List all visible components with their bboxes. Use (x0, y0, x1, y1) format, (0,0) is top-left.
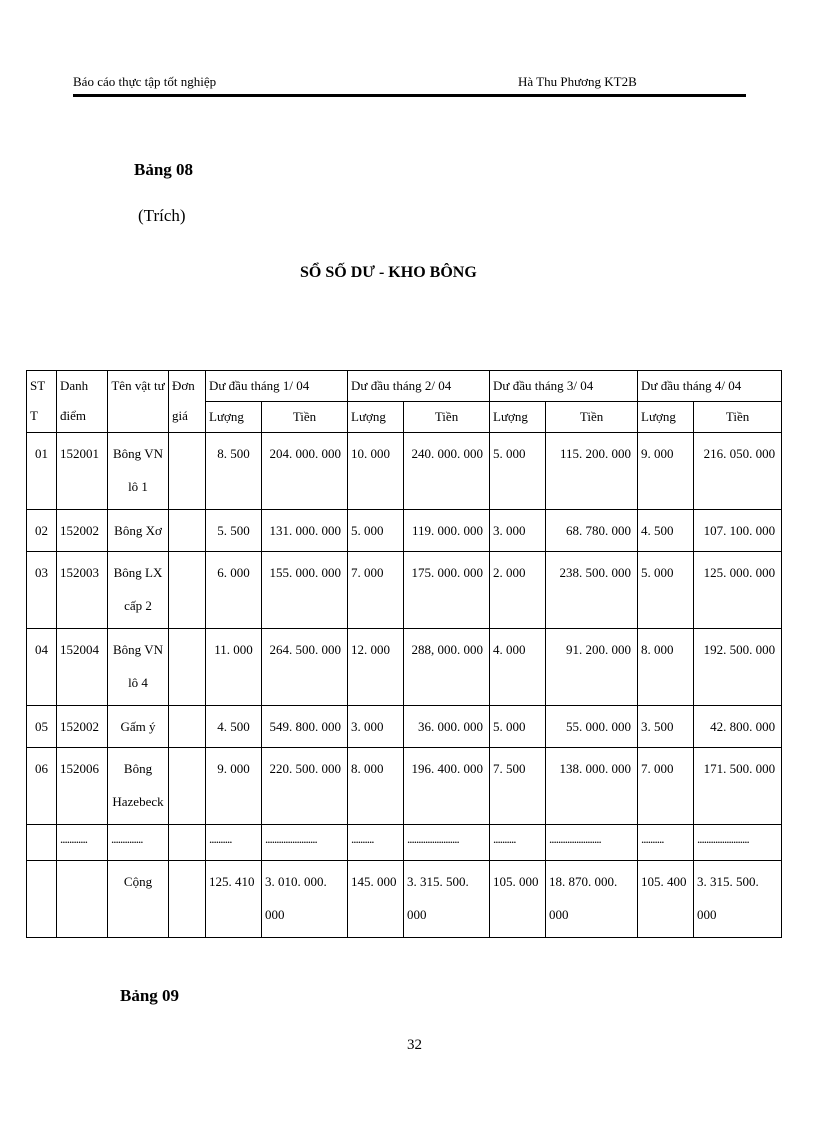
col-stt: STT (27, 371, 57, 433)
row-amount: 131. 000. 000 (262, 510, 348, 552)
col-unit-price: Đơn giá (169, 371, 206, 433)
table-row (27, 510, 782, 552)
row-qty: 5. 000 (348, 510, 404, 552)
row-qty: 3. 500 (638, 706, 694, 748)
total-qty: 105. 400 (638, 861, 694, 938)
row-amount: 68. 780. 000 (546, 510, 638, 552)
row-unit-price (169, 510, 206, 552)
dots-cell: ....................... (546, 825, 638, 861)
row-name: Bông Hazebeck (108, 748, 169, 825)
balance-ledger-table (26, 370, 782, 938)
row-amount: 119. 000. 000 (404, 510, 490, 552)
row-stt: 03 (27, 552, 57, 629)
report-title: Báo cáo thực tập tốt nghiệp (73, 74, 217, 89)
col-qty: Lượng (348, 402, 404, 433)
table-row (27, 629, 782, 706)
row-amount: 220. 500. 000 (262, 748, 348, 825)
row-amount: 171. 500. 000 (694, 748, 782, 825)
dots-cell: .......... (348, 825, 404, 861)
row-amount: 42. 800. 000 (694, 706, 782, 748)
row-name: Bông VN lô 4 (108, 629, 169, 706)
row-amount: 36. 000. 000 (404, 706, 490, 748)
row-amount: 204. 000. 000 (262, 433, 348, 510)
total-label: Cộng (108, 861, 169, 938)
row-amount: 264. 500. 000 (262, 629, 348, 706)
total-amount: 3. 315. 500. 000 (694, 861, 782, 938)
row-amount: 91. 200. 000 (546, 629, 638, 706)
page-header (73, 72, 746, 97)
row-amount: 107. 100. 000 (694, 510, 782, 552)
row-amount: 196. 400. 000 (404, 748, 490, 825)
col-amount: Tiền (694, 402, 782, 433)
row-amount: 238. 500. 000 (546, 552, 638, 629)
total-amount: 3. 315. 500. 000 (404, 861, 490, 938)
col-period-2: Dư đầu tháng 2/ 04 (348, 371, 490, 402)
row-stt: 05 (27, 706, 57, 748)
dots-cell: .......... (490, 825, 546, 861)
row-qty: 3. 000 (490, 510, 546, 552)
total-amount: 18. 870. 000. 000 (546, 861, 638, 938)
row-qty: 7. 500 (490, 748, 546, 825)
row-qty: 2. 000 (490, 552, 546, 629)
row-qty: 5. 000 (490, 706, 546, 748)
row-name: Gấm ý (108, 706, 169, 748)
row-unit-price (169, 552, 206, 629)
total-qty: 125. 410 (206, 861, 262, 938)
row-amount: 155. 000. 000 (262, 552, 348, 629)
row-stt: 02 (27, 510, 57, 552)
row-qty: 8. 000 (638, 629, 694, 706)
col-amount: Tiền (404, 402, 490, 433)
row-stt: 06 (27, 748, 57, 825)
total-empty (57, 861, 108, 938)
ellipsis-row (27, 825, 782, 861)
total-empty (169, 861, 206, 938)
row-amount: 216. 050. 000 (694, 433, 782, 510)
next-table-label: Bảng 09 (120, 986, 180, 1005)
row-amount: 192. 500. 000 (694, 629, 782, 706)
col-amount: Tiền (546, 402, 638, 433)
row-code: 152004 (57, 629, 108, 706)
col-code: Danh điểm (57, 371, 108, 433)
col-qty: Lượng (638, 402, 694, 433)
col-name: Tên vật tư (108, 371, 169, 433)
row-unit-price (169, 748, 206, 825)
col-period-1: Dư đầu tháng 1/ 04 (206, 371, 348, 402)
dots-cell: .......... (638, 825, 694, 861)
row-unit-price (169, 629, 206, 706)
author-name: Hà Thu Phương KT2B (518, 74, 637, 89)
row-amount: 125. 000. 000 (694, 552, 782, 629)
row-code: 152001 (57, 433, 108, 510)
row-name: Bông VN lô 1 (108, 433, 169, 510)
dots-cell: .............. (108, 825, 169, 861)
row-qty: 5. 000 (638, 552, 694, 629)
row-amount: 288, 000. 000 (404, 629, 490, 706)
row-name: Bông LX cấp 2 (108, 552, 169, 629)
row-code: 152006 (57, 748, 108, 825)
dots-cell: ....................... (404, 825, 490, 861)
page-number: 32 (407, 1037, 422, 1053)
row-qty: 7. 000 (638, 748, 694, 825)
row-code: 152002 (57, 510, 108, 552)
row-qty: 12. 000 (348, 629, 404, 706)
row-stt: 01 (27, 433, 57, 510)
total-amount: 3. 010. 000. 000 (262, 861, 348, 938)
row-amount: 115. 200. 000 (546, 433, 638, 510)
row-amount: 55. 000. 000 (546, 706, 638, 748)
row-unit-price (169, 433, 206, 510)
dots-cell: .......... (206, 825, 262, 861)
row-qty: 8. 000 (348, 748, 404, 825)
row-qty: 5. 000 (490, 433, 546, 510)
table-label: Bảng 08 (134, 160, 194, 179)
row-qty: 9. 000 (638, 433, 694, 510)
dots-cell: ............ (57, 825, 108, 861)
row-name: Bông Xơ (108, 510, 169, 552)
row-qty: 6. 000 (206, 552, 262, 629)
row-amount: 549. 800. 000 (262, 706, 348, 748)
row-qty: 4. 500 (638, 510, 694, 552)
total-row (27, 861, 782, 938)
dots-cell: ....................... (694, 825, 782, 861)
dots-cell (27, 825, 57, 861)
row-stt: 04 (27, 629, 57, 706)
table-row (27, 706, 782, 748)
col-amount: Tiền (262, 402, 348, 433)
row-code: 152003 (57, 552, 108, 629)
total-empty (27, 861, 57, 938)
total-qty: 105. 000 (490, 861, 546, 938)
col-period-3: Dư đầu tháng 3/ 04 (490, 371, 638, 402)
row-qty: 9. 000 (206, 748, 262, 825)
row-qty: 5. 500 (206, 510, 262, 552)
row-qty: 10. 000 (348, 433, 404, 510)
row-qty: 7. 000 (348, 552, 404, 629)
row-qty: 11. 000 (206, 629, 262, 706)
total-qty: 145. 000 (348, 861, 404, 938)
dots-cell (169, 825, 206, 861)
row-qty: 3. 000 (348, 706, 404, 748)
row-unit-price (169, 706, 206, 748)
header-row (27, 371, 782, 402)
table-row (27, 552, 782, 629)
col-period-4: Dư đầu tháng 4/ 04 (638, 371, 782, 402)
ledger-title: SỔ SỐ DƯ - KHO BÔNG (300, 264, 477, 281)
col-qty: Lượng (490, 402, 546, 433)
dots-cell: ....................... (262, 825, 348, 861)
excerpt-note: (Trích) (138, 206, 186, 225)
row-code: 152002 (57, 706, 108, 748)
row-amount: 138. 000. 000 (546, 748, 638, 825)
row-amount: 175. 000. 000 (404, 552, 490, 629)
table-row (27, 433, 782, 510)
row-qty: 8. 500 (206, 433, 262, 510)
table-row (27, 748, 782, 825)
row-qty: 4. 000 (490, 629, 546, 706)
row-amount: 240. 000. 000 (404, 433, 490, 510)
row-qty: 4. 500 (206, 706, 262, 748)
col-qty: Lượng (206, 402, 262, 433)
